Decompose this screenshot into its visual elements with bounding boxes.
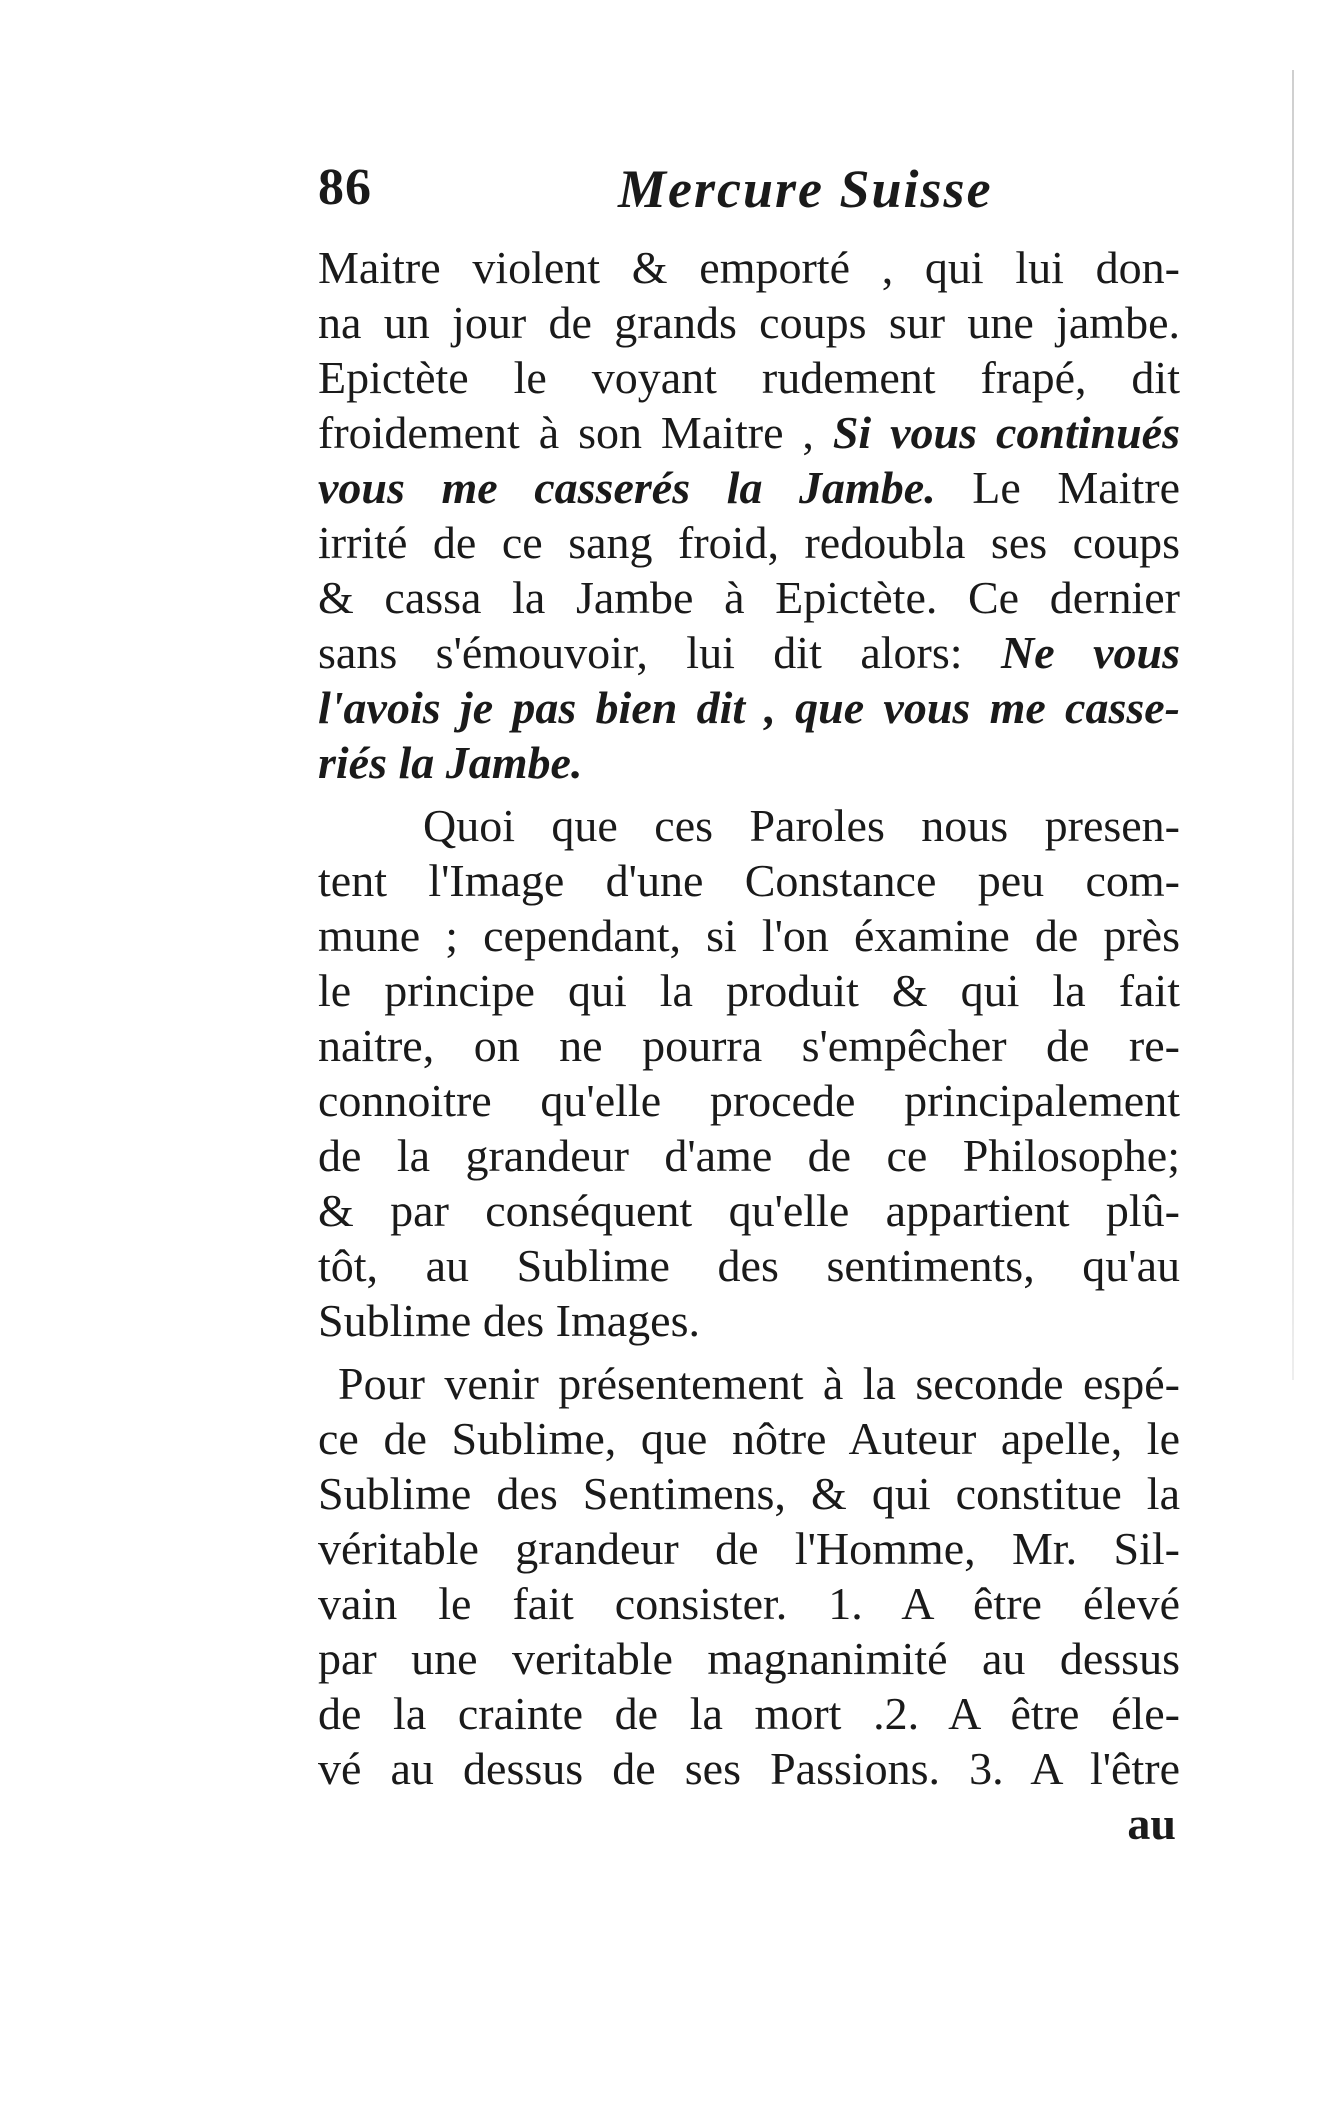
- text-line: Sublime des Images.: [318, 1295, 700, 1346]
- text-line: naitre, on ne pourra s'empêcher de re-: [318, 1020, 1180, 1071]
- text-line: mune ; cependant, si l'on éxamine de près: [318, 910, 1180, 961]
- page-edge-shadow: [1292, 70, 1294, 1380]
- italic-quote: vous me casserés la Jambe.: [318, 462, 936, 513]
- text-line: & cassa la Jambe à Epictète. Ce dernier: [318, 572, 1180, 623]
- text-line: tôt, au Sublime des sentiments, qu'au: [318, 1240, 1180, 1291]
- text-line-mixed: [318, 460, 1180, 515]
- paragraph-start: Pour venir présentement à la seconde espé-: [338, 1358, 1180, 1409]
- text-line: connoitre qu'elle procede principalement: [318, 1075, 1180, 1126]
- catchword: au: [1127, 1798, 1176, 1849]
- italic-quote: Ne vous: [1001, 627, 1180, 678]
- running-head: Mercure Suisse: [618, 159, 993, 219]
- page-number: 86: [318, 159, 372, 216]
- text-line: vé au dessus de ses Passions. 3. A l'être: [318, 1743, 1180, 1794]
- text-line: Epictète le voyant rudement frapé, dit: [318, 352, 1180, 403]
- text-segment: froidement à son Maitre ,: [318, 407, 833, 458]
- text-line: de la grandeur d'ame de ce Philosophe;: [318, 1130, 1180, 1181]
- text-line: Sublime des Sentimens, & qui constitue la: [318, 1468, 1180, 1519]
- text-line: ce de Sublime, que nôtre Auteur apelle, le: [318, 1413, 1180, 1464]
- text-line: de la crainte de la mort .2. A être éle-: [318, 1688, 1180, 1739]
- paragraph-start: Quoi que ces Paroles nous presen-: [423, 800, 1180, 851]
- text-line-mixed: [318, 625, 1180, 680]
- text-line: irrité de ce sang froid, redoubla ses coups: [318, 517, 1180, 568]
- text-line: véritable grandeur de l'Homme, Mr. Sil-: [318, 1523, 1180, 1574]
- text-line: Maitre violent & emporté , qui lui don-: [318, 242, 1180, 293]
- italic-quote-line: l'avois je pas bien dit , que vous me casse-: [318, 682, 1180, 733]
- text-line-mixed: [318, 405, 1180, 460]
- text-line: & par conséquent qu'elle appartient plû-: [318, 1185, 1180, 1236]
- page-header: [318, 158, 1178, 228]
- text-line: vain le fait consister. 1. A être élevé: [318, 1578, 1180, 1629]
- body-text: [318, 240, 1180, 1851]
- text-line: le principe qui la produit & qui la fait: [318, 965, 1180, 1016]
- text-line: par une veritable magnanimité au dessus: [318, 1633, 1180, 1684]
- text-line: na un jour de grands coups sur une jambe.: [318, 297, 1180, 348]
- text-segment: sans s'émouvoir, lui dit alors:: [318, 627, 1001, 678]
- italic-quote: Si vous continués: [832, 407, 1180, 458]
- text-line: tent l'Image d'une Constance peu com-: [318, 855, 1180, 906]
- italic-quote-line: riés la Jambe.: [318, 737, 583, 788]
- text-segment: Le Maitre: [935, 462, 1180, 513]
